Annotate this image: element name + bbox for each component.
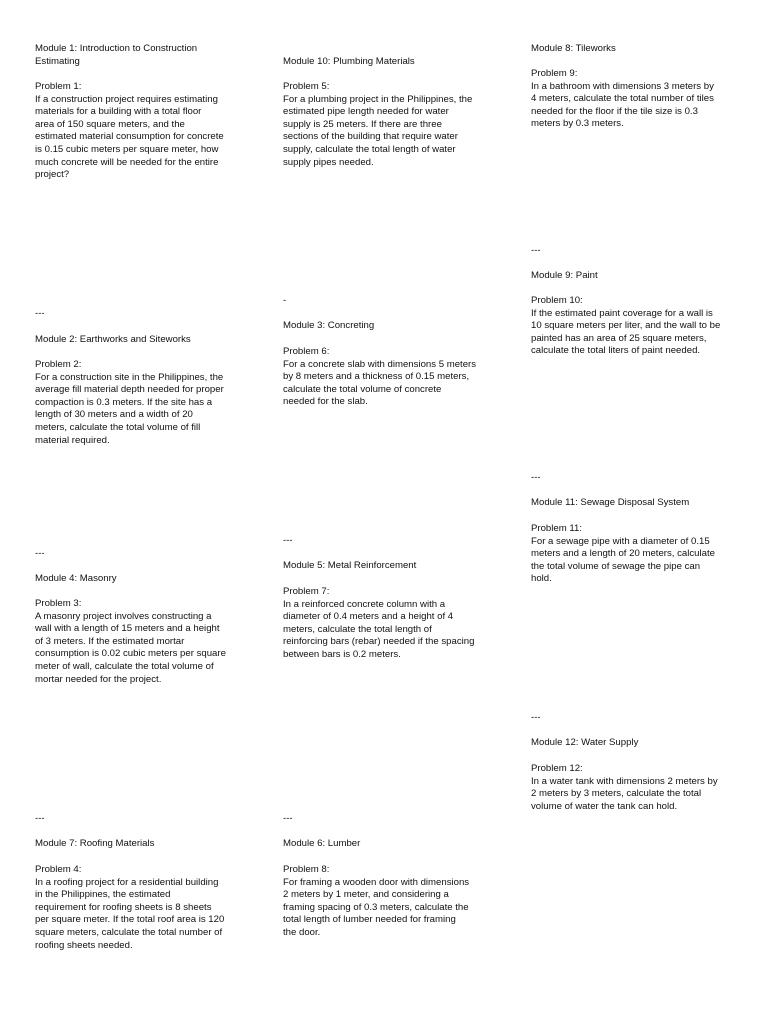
separator: --- xyxy=(35,308,45,319)
separator: --- xyxy=(283,813,293,824)
module-4-title: Module 4: Masonry xyxy=(35,573,117,584)
module-9-title: Module 9: Paint xyxy=(531,270,598,281)
module-1-problem: Problem 1: If a construction project requires estimating materials for a building with a total floor area of 150 square meters, and the estimated material consumption for concrete is 0.15 cubic meters per square meter, how much concrete will be needed for the entire project? xyxy=(35,81,224,181)
separator: --- xyxy=(35,813,45,824)
module-5-title: Module 5: Metal Reinforcement xyxy=(283,560,417,571)
separator: --- xyxy=(531,245,541,256)
separator: --- xyxy=(531,472,541,483)
module-6-problem: Problem 8: For framing a wooden door with dimensions 2 meters by 1 meter, and considering a framing spacing of 0.3 meters, calculate the total length of lumber needed for framing the door. xyxy=(283,864,470,938)
module-8-title: Module 8: Tileworks xyxy=(531,43,616,54)
module-10-title: Module 10: Plumbing Materials xyxy=(283,56,415,67)
module-9-problem: Problem 10: If the estimated paint coverage for a wall is 10 square meters per liter, and the wall to be painted has an area of 25 square meters, calculate the total liters of paint needed. xyxy=(531,295,721,357)
module-11-title: Module 11: Sewage Disposal System xyxy=(531,497,690,508)
module-7-title: Module 7: Roofing Materials xyxy=(35,838,155,849)
module-3-problem: Problem 6: For a concrete slab with dimensions 5 meters by 8 meters and a thickness of 0.15 meters, calculate the total volume of concrete needed for the slab. xyxy=(283,346,477,408)
separator: - xyxy=(283,295,287,306)
module-2-problem: Problem 2: For a construction site in the Philippines, the average fill material depth needed for proper compaction is 0.3 meters. If the site has a length of 30 meters and a width of 20 meters, calculate the total volume of fill material required. xyxy=(35,359,224,446)
module-5-problem: Problem 7: In a reinforced concrete column with a diameter of 0.4 meters and a height of 4 meters, calculate the total length of reinforcing bars (rebar) needed if the spacing between bars is 0.2 meters. xyxy=(283,586,475,660)
module-7-problem: Problem 4: In a roofing project for a residential building in the Philippines, the estimated requirement for roofing sheets is 8 sheets per square meter. If the total roof area is 120 square meters, calculate the total number of roofing sheets needed. xyxy=(35,864,225,951)
module-1-title: Module 1: Introduction to Construction Estimating xyxy=(35,43,198,67)
module-12-problem: Problem 12: In a water tank with dimensions 2 meters by 2 meters by 3 meters, calculate the total volume of water the tank can hold. xyxy=(531,763,718,812)
separator: --- xyxy=(283,535,293,546)
module-4-problem: Problem 3: A masonry project involves constructing a wall with a length of 15 meters and a height of 3 meters. If the estimated mortar consumption is 0.02 cubic meters per square meter of wall, calculate the total volume of mortar needed for the project. xyxy=(35,598,226,685)
module-3-title: Module 3: Concreting xyxy=(283,320,375,331)
module-2-title: Module 2: Earthworks and Siteworks xyxy=(35,334,191,345)
module-8-problem: Problem 9: In a bathroom with dimensions 3 meters by 4 meters, calculate the total number of tiles needed for the floor if the tile size is 0.3 meters by 0.3 meters. xyxy=(531,68,714,130)
module-10-problem: Problem 5: For a plumbing project in the Philippines, the estimated pipe length needed for water supply is 25 meters. If there are three sections of the building that require water supply, calculate the total length of water supply pipes needed. xyxy=(283,81,473,168)
module-12-title: Module 12: Water Supply xyxy=(531,737,639,748)
module-11-problem: Problem 11: For a sewage pipe with a diameter of 0.15 meters and a length of 20 meters, calculate the total volume of sewage the pipe can hold. xyxy=(531,523,715,585)
module-6-title: Module 6: Lumber xyxy=(283,838,361,849)
separator: --- xyxy=(531,712,541,723)
separator: --- xyxy=(35,548,45,559)
